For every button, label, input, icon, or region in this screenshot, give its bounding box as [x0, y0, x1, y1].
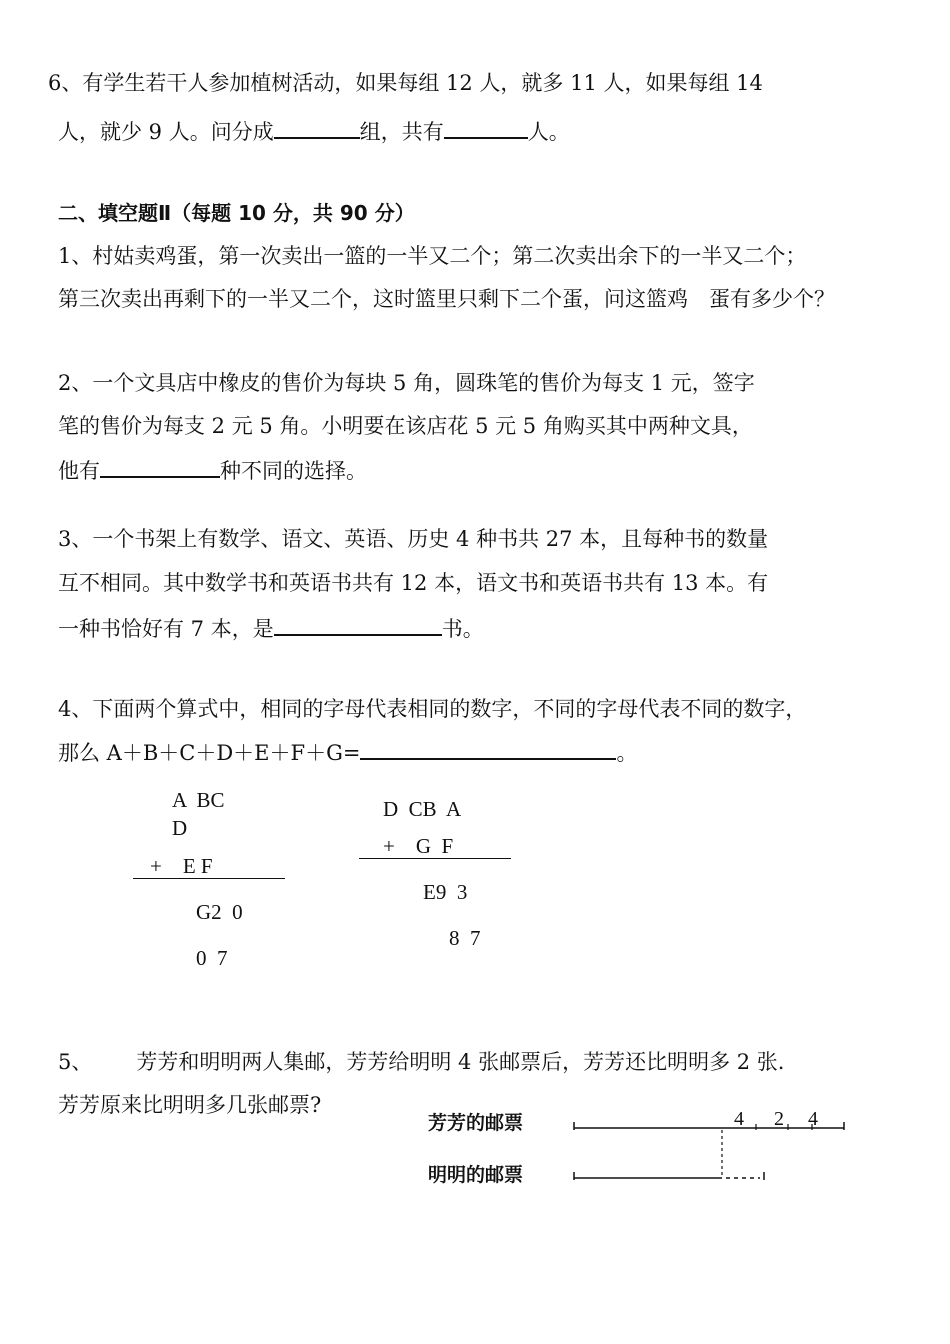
q6-line-1: 6、有学生若干人参加植树活动，如果每组 12 人，就多 11 人，如果每组 14 — [48, 71, 763, 95]
p5-number: 5、 — [58, 1050, 93, 1074]
p4-line-2 — [58, 736, 637, 768]
q6-blank-people[interactable] — [444, 115, 528, 139]
p4-blank-sum[interactable] — [360, 736, 616, 760]
eq1-row-1: A BC — [172, 788, 225, 812]
p3-line-2: 互不相同。其中数学书和英语书共有 12 本，语文书和英语书共有 13 本。有 — [58, 571, 769, 595]
eq1-row-2: D — [172, 816, 188, 840]
p2-text-a: 他有 — [58, 459, 100, 483]
p5-text: 芳芳和明明两人集邮，芳芳给明明 4 张邮票后，芳芳还比明明多 2 张. — [136, 1050, 785, 1074]
diagram-label-fangfang: 芳芳的邮票 — [428, 1112, 524, 1134]
eq1-rule — [133, 878, 285, 879]
diagram-num-a: 4 — [734, 1108, 744, 1130]
p5-line-2: 芳芳原来比明明多几张邮票? — [58, 1093, 322, 1117]
diagram-num-c: 4 — [808, 1108, 818, 1130]
eq1-row-4: G2 0 — [196, 900, 243, 924]
eq1-row-3: + E F — [150, 854, 213, 878]
eq1-row-5: 0 7 — [196, 946, 228, 970]
section-2-heading: 二、填空题Ⅱ（每题 10 分，共 90 分） — [58, 201, 415, 225]
p2-blank-choices[interactable] — [100, 454, 220, 478]
eq2-row-4: 8 7 — [449, 926, 481, 950]
q6-line-2 — [58, 115, 570, 147]
diagram-label-mingming: 明明的邮票 — [428, 1164, 524, 1186]
p3-blank-book[interactable] — [274, 612, 442, 636]
p3-text-a: 一种书恰好有 7 本，是 — [58, 617, 274, 641]
q6-text-b: 组，共有 — [359, 120, 444, 144]
eq2-rule — [359, 858, 511, 859]
p3-text-b: 书。 — [441, 617, 484, 641]
q6-text-c: 人。 — [527, 120, 570, 144]
q6-blank-groups[interactable] — [274, 115, 360, 139]
p3-line-1: 3、一个书架上有数学、语文、英语、历史 4 种书共 27 本，且每种书的数量 — [58, 527, 769, 551]
p4-text-a: 那么 A＋B＋C＋D＋E＋F＋G= — [58, 741, 361, 765]
p4-line-1: 4、下面两个算式中，相同的字母代表相同的数字，不同的字母代表不同的数字， — [58, 697, 807, 721]
p2-line-2: 笔的售价为每支 2 元 5 角。小明要在该店花 5 元 5 角购买其中两种文具， — [58, 414, 753, 438]
p4-text-b: 。 — [616, 741, 638, 765]
p3-line-3 — [58, 612, 484, 644]
p2-text-b: 种不同的选择。 — [220, 459, 367, 483]
eq2-row-1: D CB A — [383, 797, 462, 821]
q6-text-a: 人，就少 9 人。问分成 — [58, 120, 274, 144]
eq2-row-2: + G F — [383, 834, 454, 858]
p2-line-3 — [58, 454, 367, 486]
p5-line-1 — [58, 1047, 784, 1077]
diagram-num-b: 2 — [774, 1108, 784, 1130]
p2-line-1: 2、一个文具店中橡皮的售价为每块 5 角，圆珠笔的售价为每支 1 元，签字 — [58, 371, 755, 395]
p1-line-2: 第三次卖出再剩下的一半又二个，这时篮里只剩下二个蛋，问这篮鸡 蛋有多少个？ — [58, 287, 835, 311]
p1-line-1: 1、村姑卖鸡蛋，第一次卖出一篮的一半又二个；第二次卖出余下的一半又二个； — [58, 244, 807, 268]
eq2-row-3: E9 3 — [423, 880, 468, 904]
